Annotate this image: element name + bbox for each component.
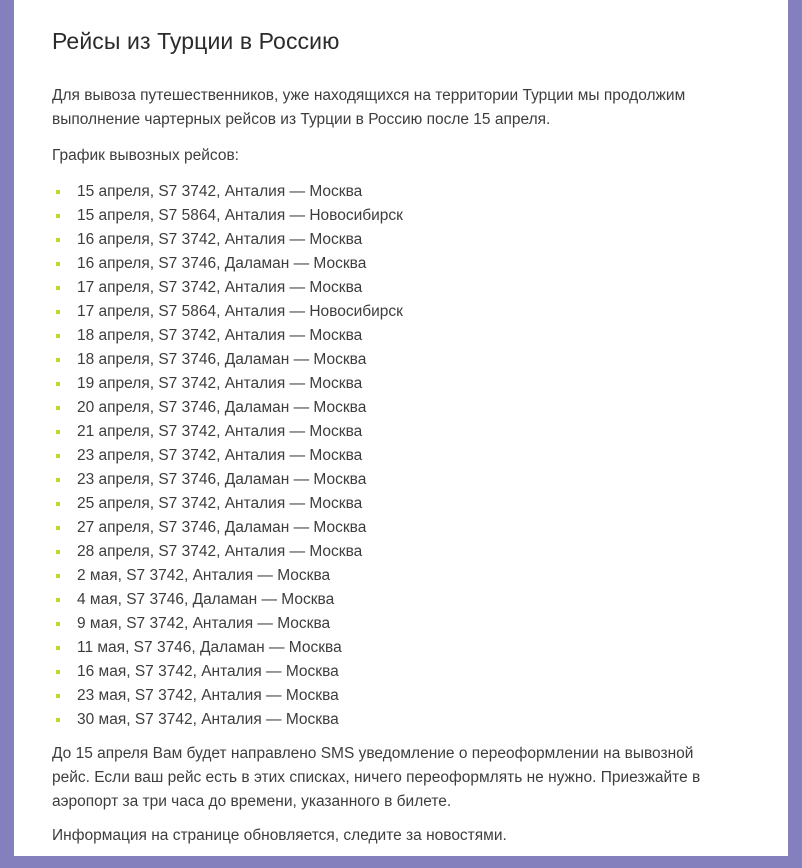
flight-list-item <box>52 204 788 228</box>
bullet-square-icon <box>56 454 60 458</box>
bullet-square-icon <box>56 262 60 266</box>
flight-list-item <box>52 492 788 516</box>
sms-note-paragraph: До 15 апреля Вам будет направлено SMS уведомление о переоформлении на вывозной рейс. Если ваш рейс есть в этих списках, ничего переоформлять не нужно. Приезжайте в аэропорт за три часа до времени, указанного в билете. <box>52 745 701 810</box>
flight-text: 21 апреля, S7 3742, Анталия — Москва <box>77 423 363 440</box>
flight-list-item <box>52 636 788 660</box>
flight-list-item <box>52 180 788 204</box>
flight-list-item <box>52 396 788 420</box>
flight-text: 16 апреля, S7 3746, Даламан — Москва <box>77 255 367 272</box>
flight-text: 27 апреля, S7 3746, Даламан — Москва <box>77 519 367 536</box>
bullet-square-icon <box>56 238 60 242</box>
bullet-square-icon <box>56 406 60 410</box>
update-info-paragraph: Информация на странице обновляется, следите за новостями. <box>52 827 507 844</box>
bullet-square-icon <box>56 574 60 578</box>
flight-text: 23 мая, S7 3742, Анталия — Москва <box>77 687 339 704</box>
intro-paragraph: Для вывоза путешественников, уже находящихся на территории Турции мы продолжим выполнение чартерных рейсов из Турции в Россию после 15 апреля. <box>52 87 686 128</box>
flight-list-item <box>52 228 788 252</box>
flight-list-item <box>52 564 788 588</box>
flight-list-item <box>52 444 788 468</box>
flight-list-item <box>52 540 788 564</box>
bullet-square-icon <box>56 190 60 194</box>
flight-text: 9 мая, S7 3742, Анталия — Москва <box>77 615 331 632</box>
flight-text: 19 апреля, S7 3742, Анталия — Москва <box>77 375 363 392</box>
flight-text: 15 апреля, S7 5864, Анталия — Новосибирск <box>77 207 403 224</box>
flight-text: 25 апреля, S7 3742, Анталия — Москва <box>77 495 363 512</box>
flight-list-item <box>52 420 788 444</box>
bullet-square-icon <box>56 526 60 530</box>
bullet-square-icon <box>56 310 60 314</box>
bullet-square-icon <box>56 502 60 506</box>
flight-list-item <box>52 372 788 396</box>
flight-text: 20 апреля, S7 3746, Даламан — Москва <box>77 399 367 416</box>
bullet-square-icon <box>56 694 60 698</box>
flight-text: 4 мая, S7 3746, Даламан — Москва <box>77 591 335 608</box>
flight-list-item <box>52 300 788 324</box>
bullet-square-icon <box>56 622 60 626</box>
flight-text: 18 апреля, S7 3746, Даламан — Москва <box>77 351 367 368</box>
schedule-heading: График вывозных рейсов: <box>52 147 239 164</box>
page-title: Рейсы из Турции в Россию <box>52 28 340 54</box>
flight-list-item <box>52 324 788 348</box>
bullet-square-icon <box>56 334 60 338</box>
bullet-square-icon <box>56 646 60 650</box>
flight-text: 17 апреля, S7 5864, Анталия — Новосибирск <box>77 303 403 320</box>
flight-list-item <box>52 468 788 492</box>
bullet-square-icon <box>56 358 60 362</box>
flight-text: 23 апреля, S7 3742, Анталия — Москва <box>77 447 363 464</box>
flight-text: 16 мая, S7 3742, Анталия — Москва <box>77 663 339 680</box>
flight-text: 16 апреля, S7 3742, Анталия — Москва <box>77 231 363 248</box>
bullet-square-icon <box>56 430 60 434</box>
flight-list-item <box>52 660 788 684</box>
bullet-square-icon <box>56 670 60 674</box>
bullet-square-icon <box>56 382 60 386</box>
flight-text: 11 мая, S7 3746, Даламан — Москва <box>77 639 342 656</box>
flight-list-item <box>52 708 788 732</box>
flight-list-item <box>52 252 788 276</box>
flight-text: 17 апреля, S7 3742, Анталия — Москва <box>77 279 363 296</box>
bullet-square-icon <box>56 598 60 602</box>
flight-text: 23 апреля, S7 3746, Даламан — Москва <box>77 471 367 488</box>
flight-list-item <box>52 276 788 300</box>
flight-text: 15 апреля, S7 3742, Анталия — Москва <box>77 183 363 200</box>
bullet-square-icon <box>56 286 60 290</box>
flight-text: 30 мая, S7 3742, Анталия — Москва <box>77 711 339 728</box>
flight-list-item <box>52 348 788 372</box>
flight-text: 18 апреля, S7 3742, Анталия — Москва <box>77 327 363 344</box>
flight-list-item <box>52 612 788 636</box>
flight-text: 28 апреля, S7 3742, Анталия — Москва <box>77 543 363 560</box>
flight-list <box>52 180 788 732</box>
article-card <box>14 0 788 856</box>
flight-list-item <box>52 588 788 612</box>
flight-list-item <box>52 516 788 540</box>
flight-list-item <box>52 684 788 708</box>
bullet-square-icon <box>56 550 60 554</box>
flight-text: 2 мая, S7 3742, Анталия — Москва <box>77 567 331 584</box>
bullet-square-icon <box>56 718 60 722</box>
bullet-square-icon <box>56 214 60 218</box>
bullet-square-icon <box>56 478 60 482</box>
